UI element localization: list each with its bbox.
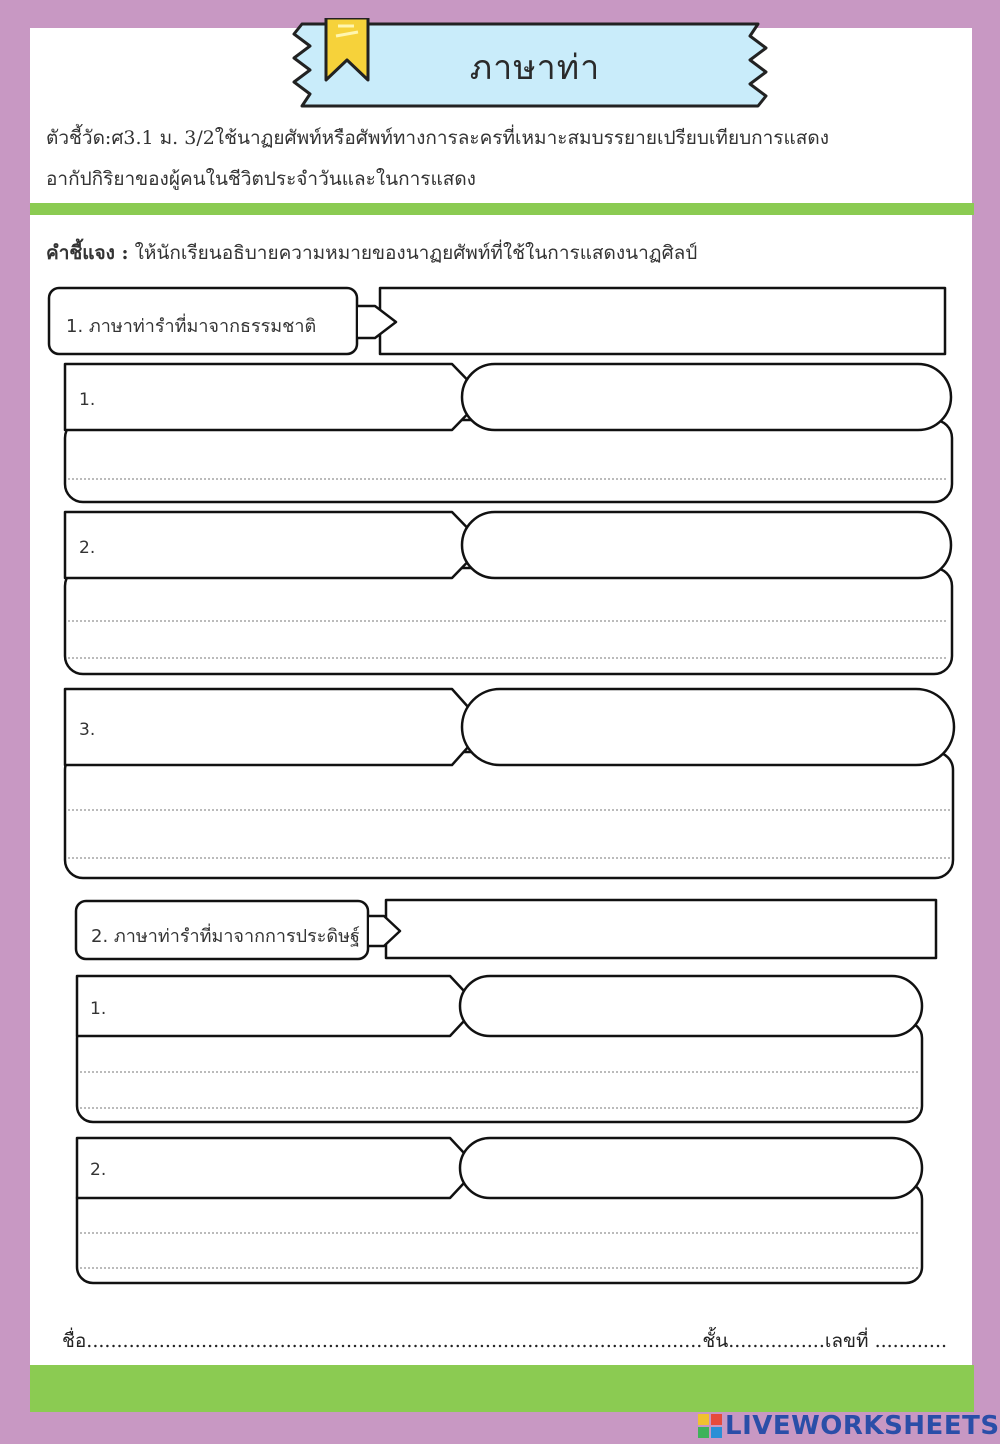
s2-item-2-answer-pill[interactable] <box>460 1138 922 1198</box>
instruction-text: ให้นักเรียนอธิบายความหมายของนาฏยศัพท์ที่ใช้ในการแสดงนาฏศิลป์ <box>134 242 698 264</box>
section-2-label: 2. ภาษาท่ารำที่มาจากการประดิษฐ์ <box>91 926 360 947</box>
student-info-line <box>62 1326 947 1356</box>
section-1-label: 1. ภาษาท่ารำที่มาจากธรรมชาติ <box>66 316 317 337</box>
s1-item-2-answer-pill[interactable] <box>462 512 951 578</box>
s1-item-3-number: 3. <box>79 720 96 740</box>
s1-item-3-answer-pill[interactable] <box>462 689 954 765</box>
number-field[interactable]: เลขที่ ............ <box>824 1330 948 1352</box>
s1-item-2-number: 2. <box>79 538 96 558</box>
instruction-label: คำชี้แจง : <box>46 242 129 264</box>
s1-item-3-card[interactable] <box>65 752 953 878</box>
name-field[interactable]: ชื่อ...................................................................................................... <box>62 1330 703 1352</box>
s1-item-1-card[interactable] <box>65 420 952 502</box>
s2-item-1-answer-pill[interactable] <box>460 976 922 1036</box>
indicator-line-1: ตัวชี้วัด:ศ3.1 ม. 3/2ใช้นาฏยศัพท์หรือศัพท์ทางการละครที่เหมาะสมบรรยายเปรียบเทียบการแสดง <box>46 127 829 149</box>
s1-item-3-label-tab <box>65 689 486 765</box>
s2-item-1-label-tab <box>77 976 478 1036</box>
liveworksheets-logo <box>697 1411 1000 1441</box>
indicator-line-2: อากัปกิริยาของผู้คนในชีวิตประจำวันและในการแสดง <box>46 168 476 190</box>
section-2-answer-input[interactable] <box>386 900 936 958</box>
s2-item-2-number: 2. <box>90 1160 107 1180</box>
s1-item-2-label-tab <box>65 512 484 578</box>
s1-item-1-label-tab <box>65 364 484 430</box>
brand-text: LIVEWORKSHEETS <box>725 1411 1000 1441</box>
s1-item-1-number: 1. <box>79 390 96 410</box>
s1-item-1-answer-pill[interactable] <box>462 364 951 430</box>
liveworksheets-icon <box>697 1413 723 1439</box>
s2-item-1-number: 1. <box>90 999 107 1019</box>
section-1-answer-input[interactable] <box>380 288 945 354</box>
s2-item-2-label-tab <box>77 1138 478 1198</box>
page-title: ภาษาท่า <box>469 48 601 88</box>
class-field[interactable]: ชั้น................ <box>702 1330 825 1352</box>
